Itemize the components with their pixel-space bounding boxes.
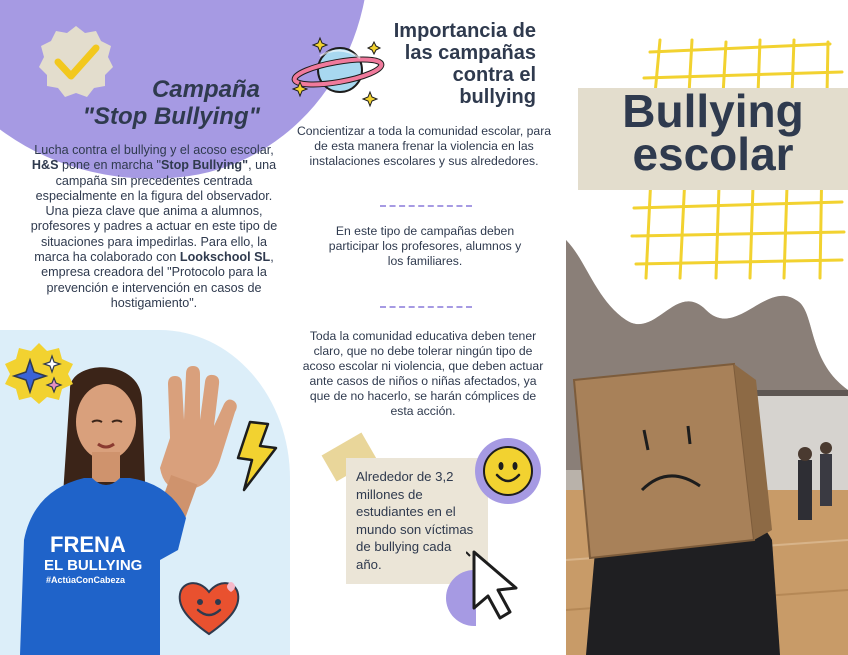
campaign-description-text: , empresa creadora del "Protocolo para la prevención e intervención en casos de hostigamiento". <box>41 250 274 310</box>
main-title-line2: escolar <box>632 128 794 180</box>
campaign-title <box>60 76 260 130</box>
cursor-arrow-icon <box>466 548 524 622</box>
campaign-description-text: , una campaña sin precedentes centrada especialmente en la figura del observador. Una pieza clave que anima a alumnos, profesores y padres a actuar en este tipo de situaciones para impedirlas. Para ello, la marca ha colaborado con <box>30 158 278 265</box>
main-title <box>584 85 842 180</box>
box-head-photo <box>566 240 848 655</box>
middle-title <box>370 20 536 108</box>
heart-face-icon <box>176 576 242 638</box>
middle-title-line2: las campañas <box>404 42 536 64</box>
shirt-text-line1: FRENA <box>50 532 126 557</box>
campaign-description-bold: Lookschool SL <box>179 250 271 265</box>
paragraph-concientizar: Concientizar a toda la comunidad escolar, para de esta manera frenar la violencia en las instalaciones escolares y sus alrededores. <box>296 124 552 168</box>
dashed-divider <box>380 306 472 308</box>
stat-text: Alrededor de 3,2 millones de estudiantes en el mundo son víctimas de bullying cada año. <box>356 469 474 572</box>
lightning-bolt-icon <box>232 420 282 492</box>
campaign-description-text: pone en marcha " <box>58 158 161 173</box>
campaign-title-line1: Campaña <box>151 76 260 103</box>
campaign-description-bold: H&S <box>31 158 59 173</box>
paragraph-comunidad: Toda la comunidad educativa deben tener claro, que no debe tolerar ningún tipo de acoso escolar ni violencia, que deben actuar ante casos de niños o niñas afectados, ya que de no hacerlo, se harán cómplices de esta acción. <box>302 329 544 418</box>
campaign-description-text: Lucha contra el bullying y el acoso escolar, <box>34 143 274 157</box>
dashed-divider <box>380 205 472 207</box>
sparkle-stars-icon <box>4 342 74 404</box>
paragraph-participantes: En este tipo de campañas deben participar los profesores, alumnos y los familiares. <box>328 224 522 268</box>
middle-title-line3: contra el <box>452 64 536 86</box>
main-title-line1: Bullying <box>622 85 804 137</box>
smiley-face-icon <box>474 437 542 505</box>
shirt-text-line2: EL BULLYING <box>44 557 143 574</box>
campaign-description-bold: Stop Bullying" <box>160 158 249 173</box>
campaign-title-line2: "Stop Bullying" <box>82 103 260 130</box>
middle-title-line1: Importancia de <box>393 20 536 42</box>
shirt-text-line3: #ActúaConCabeza <box>46 575 126 585</box>
campaign-description <box>30 143 278 311</box>
middle-title-line4: bullying <box>459 86 536 108</box>
